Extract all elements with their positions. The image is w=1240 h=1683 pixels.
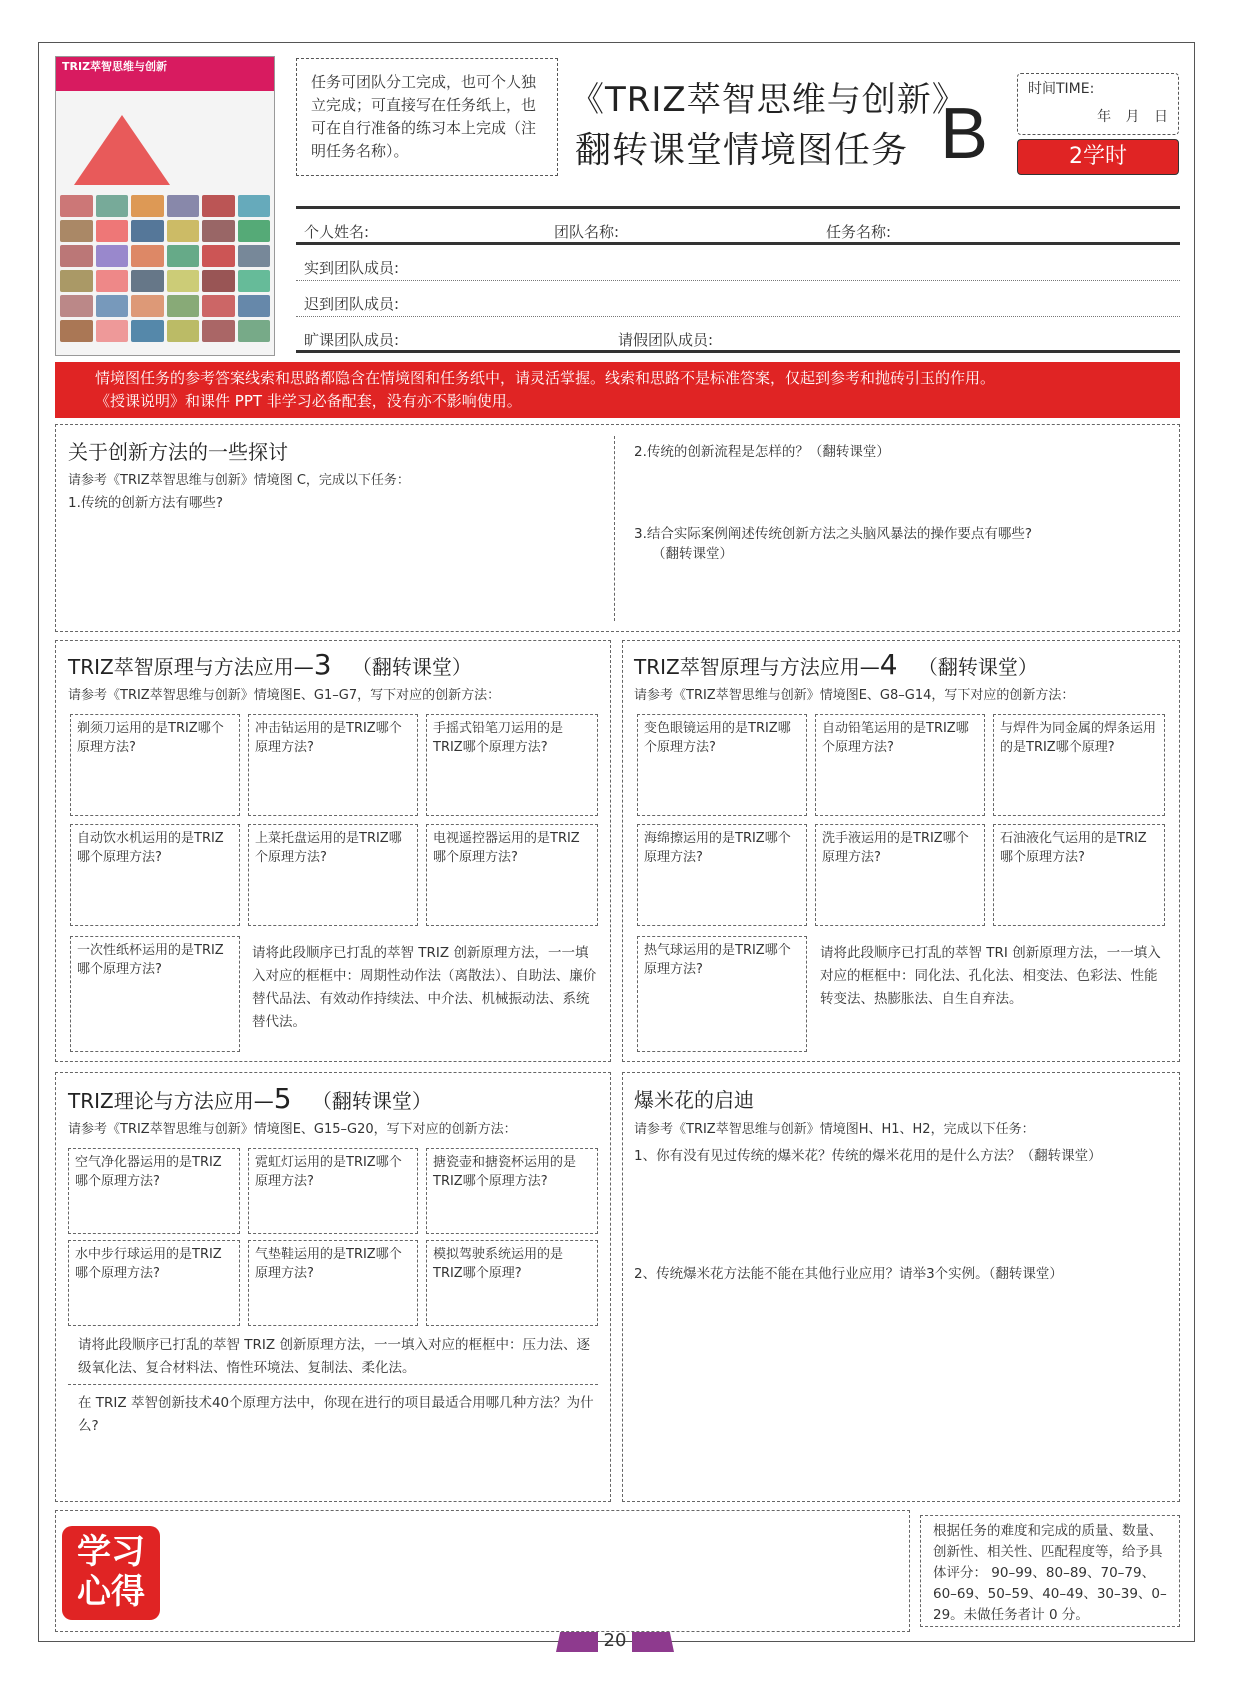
answer-cell[interactable]: 冲击钻运用的是TRIZ哪个原理方法?	[248, 714, 418, 816]
section-subtitle: 请参考《TRIZ萃智思维与创新》情境图 C，完成以下任务：	[68, 473, 410, 488]
question-3-tag: （翻转课堂）	[652, 546, 733, 562]
form-row-absent[interactable]	[296, 317, 1180, 353]
answer-cell[interactable]: 霓虹灯运用的是TRIZ哪个原理方法?	[248, 1148, 418, 1234]
form-row-late[interactable]	[296, 281, 1180, 317]
question-2: 2、传统爆米花方法能不能在其他行业应用？请举3个实例。（翻转课堂）	[634, 1266, 1063, 1282]
name-label: 个人姓名:	[304, 223, 370, 241]
task-label: 任务名称:	[826, 223, 892, 241]
section-subtitle: 请参考《TRIZ萃智思维与创新》情境图H、H1、H2，完成以下任务：	[634, 1122, 1035, 1137]
section-subtitle: 请参考《TRIZ萃智思维与创新》情境图E、G8–G14，写下对应的创新方法：	[634, 688, 1075, 703]
form-row-names[interactable]	[296, 209, 1180, 245]
pyramid-graphic	[74, 115, 170, 185]
time-label: 时间TIME:	[1028, 81, 1095, 97]
answer-cell[interactable]: 石油液化气运用的是TRIZ哪个原理方法?	[993, 824, 1165, 926]
reflection-box[interactable]	[55, 1510, 910, 1632]
section-title: TRIZ理论与方法应用—5 （翻转课堂）	[68, 1082, 432, 1115]
time-field[interactable]	[1017, 73, 1179, 135]
question-2: 2.传统的创新流程是怎样的？（翻转课堂）	[634, 444, 890, 460]
section-title: TRIZ萃智原理与方法应用—3 （翻转课堂）	[68, 648, 472, 681]
page-number: 20	[556, 1628, 674, 1654]
section-title: 爆米花的启迪	[634, 1088, 754, 1112]
team-label: 团队名称:	[554, 223, 620, 241]
answer-cell[interactable]: 模拟驾驶系统运用的是TRIZ哪个原理?	[426, 1240, 598, 1326]
absent-label: 旷课团队成员:	[304, 331, 400, 349]
answer-cell[interactable]: 洗手液运用的是TRIZ哪个原理方法?	[815, 824, 985, 926]
answer-cell[interactable]: 上菜托盘运用的是TRIZ哪个原理方法?	[248, 824, 418, 926]
page-title: 《TRIZ萃智思维与创新》	[570, 80, 967, 120]
answer-cell[interactable]: 电视遥控器运用的是TRIZ哪个原理方法?	[426, 824, 598, 926]
answer-cell[interactable]: 剃须刀运用的是TRIZ哪个原理方法?	[70, 714, 240, 816]
info-form	[296, 206, 1180, 353]
leave-label: 请假团队成员:	[618, 331, 714, 349]
answer-cell[interactable]: 一次性纸杯运用的是TRIZ哪个原理方法?	[70, 936, 240, 1052]
answer-cell[interactable]: 与焊件为同金属的焊条运用的是TRIZ哪个原理?	[993, 714, 1165, 816]
form-row-present[interactable]	[296, 245, 1180, 281]
question-1: 1、你有没有见过传统的爆米花？传统的爆米花用的是什么方法？（翻转课堂）	[634, 1148, 1102, 1164]
thumbnail-image-grid	[56, 191, 274, 346]
answer-cell[interactable]: 海绵擦运用的是TRIZ哪个原理方法?	[637, 824, 807, 926]
time-date: 年 月 日	[1097, 109, 1168, 125]
answer-cell[interactable]: 空气净化器运用的是TRIZ哪个原理方法?	[68, 1148, 240, 1234]
answer-cell[interactable]: 搪瓷壶和搪瓷杯运用的是TRIZ哪个原理方法?	[426, 1148, 598, 1234]
answer-cell[interactable]: 手摇式铅笔刀运用的是TRIZ哪个原理方法?	[426, 714, 598, 816]
answer-cell[interactable]: 热气球运用的是TRIZ哪个原理方法?	[637, 936, 807, 1052]
method-list: 请将此段顺序已打乱的萃智 TRI 创新原理方法，一一填入对应的框框中：同化法、孔化法、相变法、色彩法、性能转变法、热膨胀法、自生自弃法。	[820, 945, 1161, 1007]
section-title: 关于创新方法的一些探讨	[68, 440, 288, 464]
question-1: 1.传统的创新方法有哪些?	[68, 495, 224, 511]
instruction-note: 任务可团队分工完成，也可个人独立完成；可直接写在任务纸上，也可在自行准备的练习本上完成（注明任务名称）。	[296, 58, 558, 176]
section-subtitle: 请参考《TRIZ萃智思维与创新》情境图E、G1–G7，写下对应的创新方法：	[68, 688, 501, 703]
answer-cell[interactable]: 自动铅笔运用的是TRIZ哪个原理方法?	[815, 714, 985, 816]
reflection-badge: 学习心得	[62, 1526, 160, 1620]
answer-cell[interactable]: 气垫鞋运用的是TRIZ哪个原理方法?	[248, 1240, 418, 1326]
section-title: TRIZ萃智原理与方法应用—4 （翻转课堂）	[634, 648, 1038, 681]
section-subtitle: 请参考《TRIZ萃智思维与创新》情境图E、G15–G20，写下对应的创新方法：	[68, 1122, 517, 1137]
answer-cell[interactable]: 变色眼镜运用的是TRIZ哪个原理方法?	[637, 714, 807, 816]
method-list: 请将此段顺序已打乱的萃智 TRIZ 创新原理方法，一一填入对应的框框中：压力法、逐级氧化法、复合材料法、惰性环境法、复制法、柔化法。	[78, 1337, 590, 1376]
present-label: 实到团队成员:	[304, 259, 400, 277]
task-letter: B	[940, 94, 989, 174]
grading-note: 根据任务的难度和完成的质量、数量、创新性、相关性、匹配程度等，给予具体评分： 90–99、80–89、70–79、60–69、50–59、40–49、30–39、0–29。未做任务者计 0 分。	[920, 1515, 1180, 1627]
question-40-principles: 在 TRIZ 萃智创新技术40个原理方法中，你现在进行的项目最适合用哪几种方法？为什么?	[78, 1395, 594, 1434]
hours-badge: 2学时	[1017, 139, 1179, 175]
thumbnail-banner: TRIZ萃智思维与创新	[56, 57, 274, 91]
answer-cell[interactable]: 水中步行球运用的是TRIZ哪个原理方法?	[68, 1240, 240, 1326]
scenario-thumbnail	[55, 56, 275, 356]
late-label: 迟到团队成员:	[304, 295, 400, 313]
notice-banner: 情境图任务的参考答案线索和思路都隐含在情境图和任务纸中，请灵活掌握。线索和思路不是标准答案，仅起到参考和抛砖引玉的作用。 《授课说明》和课件 PPT 非学习必备配套，没有亦不影响使用。	[55, 362, 1180, 418]
answer-cell[interactable]: 自动饮水机运用的是TRIZ哪个原理方法?	[70, 824, 240, 926]
page-subtitle: 翻转课堂情境图任务	[575, 130, 909, 171]
method-list: 请将此段顺序已打乱的萃智 TRIZ 创新原理方法，一一填入对应的框框中：周期性动作法（离散法）、自助法、廉价替代品法、有效动作持续法、中介法、机械振动法、系统替代法。	[252, 945, 597, 1030]
question-3: 3.结合实际案例阐述传统创新方法之头脑风暴法的操作要点有哪些?	[634, 526, 1033, 542]
